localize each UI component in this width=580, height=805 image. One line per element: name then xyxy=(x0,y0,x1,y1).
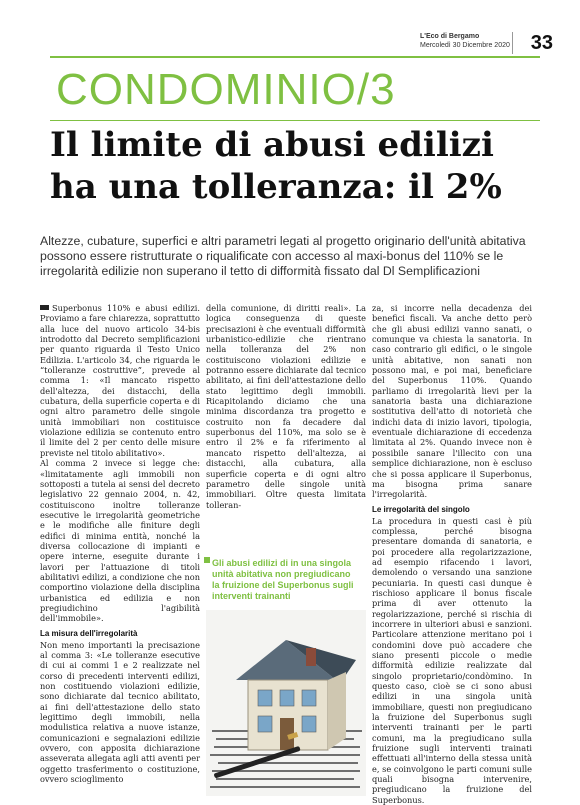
paragraph-text: Superbonus 110% e abusi edilizi. Proviamo a fare chiarezza, soprattutto alla luce del nuovo articolo 34-bis introdotto dal Decreto semplificazioni per quanto riguarda il Testo Unico Edilizia. L'articolo 34, che riguarda le “tolleranze costruttive”, prevede al comma 1: «Il mancato rispetto dell'altezza, dei distacchi, della cubatura, della superficie coperta e di ogni altro parametro delle singole unità immobiliari non costituisce violazione edilizia se contenuto entro il limite del 2 per cento delle misure previste nel titolo abilitativo». xyxy=(40,303,200,458)
article-column-2 xyxy=(206,303,366,510)
lead-square-icon xyxy=(40,305,49,310)
paragraph: La procedura in questi casi è più complessa, perché bisogna presentare domanda di sanatoria, e poi procedere alla regolarizzazione, ad esempio rifacendo i lavori, demolendo o versando una sanzione pecuniaria. In questi casi dunque è rischioso applicare il bonus fiscale prima di aver ottenuto la regolarizzazione, perché si rischia di incorrere in ulteriori abusi e sanzioni. Particolare attenzione meritano poi i condomini dove può accadere che siano presenti piccole o medie difformità edilizie realizzate dal singolo proprietario/condòmino. In questo caso, cioè se ci sono abusi edilizi in una singola unità immobiliare, questi non pregiudicano la fruizione del Superbonus sugli interventi trainanti per le parti comuni, ma la pregiudicano sulla fruizione sugli interventi trainati effettuati all'interno della stessa unità e, se coinvolgono le parti comuni sulle quali bisogna intervenire, pregiudicano la fruizione del Superbonus. xyxy=(372,515,532,805)
paragraph xyxy=(40,303,200,458)
subheading: La misura dell'irregolarità xyxy=(40,628,138,638)
headline-line-2: ha una tolleranza: il 2% xyxy=(50,167,502,207)
pullquote: Gli abusi edilizi di in una singola unità abitativa non pregiudicano la fruizione del Superbonus sugli interventi trainanti xyxy=(212,558,354,601)
article-column-1 xyxy=(40,303,200,784)
masthead xyxy=(420,32,510,50)
house-model-photo xyxy=(206,610,366,796)
page-number: 33 xyxy=(512,32,553,54)
pullquote-marker xyxy=(204,557,210,563)
paragraph: della comunione, di diritti reali». La logica conseguenza di queste precisazioni è che eventuali difformità urbanistico-edilizie che rientrano nella tolleranza del 2% non costituiscono violazioni edilizie e potranno essere dichiarate dal tecnico abilitato, ai fini dell'attestazione dello stato legittimo degli immobili. Ricapitolando diciamo che una minima discordanza tra progetto e costruito non fa decadere dal superbonus del 110%, ma solo se è entro il 2% e fa riferimento al mancato rispetto dell'altezza, ai distacchi, alla cubatura, alla superficie coperta e di ogni altro parametro delle singole unità immobiliari. Oltre questa limitata tolleran- xyxy=(206,303,367,510)
paragraph: Al comma 2 invece si legge che: «limitatamente agli immobili non sottoposti a tutela ai sensi del decreto legislativo 22 gennaio 2004, n. 42, costituiscono inoltre tolleranze esecutive le irregolarità geometriche e le modifiche alle finiture degli edifici di minima entità, nonché la diversa collocazione di impianti e opere interne, eseguite durante i lavori per l'attuazione di titoli abilitativi edilizi, a condizione che non comportino violazione della disciplina urbanistica ed edilizia e non pregiudichino l'agibilità dell'immobile». xyxy=(40,458,200,624)
headline xyxy=(50,124,540,208)
top-rule xyxy=(50,56,540,58)
section-title: CONDOMINIO/3 xyxy=(56,65,396,114)
issue-date: Mercoledì 30 Dicembre 2020 xyxy=(420,42,510,49)
section-rule xyxy=(50,120,540,121)
subheading: Le irregolarità del singolo xyxy=(372,504,470,514)
headline-line-1: Il limite di abusi edilizi xyxy=(50,125,494,165)
newspaper-name: L'Eco di Bergamo xyxy=(420,33,480,40)
deck-summary: Altezze, cubature, superfici e altri parametri legati al progetto originario dell'unità abitativa possono essere ristrutturate o riqualificate con accesso al maxi-bonus del 110% se le irregolarità edilizie non superano il tetto di difformità fissato dal Dl Semplificazioni xyxy=(40,234,526,278)
paragraph: Non meno importanti la precisazione al comma 3: «Le tolleranze esecutive di cui ai commi 1 e 2 realizzate nel corso di precedenti interventi edilizi, non costituendo violazioni edilizie, sono dichiarate dal tecnico abilitato, ai fini dell'attestazione dello stato legittimo degli immobili, nella modulistica relativa a nuove istanze, comunicazioni e segnalazioni edilizie ovvero, con apposita dichiarazione asseverata allegata agli atti aventi per oggetto trasferimento o costituzione, ovvero scioglimento xyxy=(40,639,200,785)
article-column-3 xyxy=(372,303,532,805)
paragraph: za, si incorre nella decadenza dei benefici fiscali. Va anche detto però che gli abusi edilizi vanno sanati, o comunque va chiesta la sanatoria. In caso contrario gli edifici, o le singole unità abitative, non sanati non possono mai, e poi mai, beneficiare del Superbonus 110%. Quando parliamo di irregolarità lievi per la sanatoria basta una dichiarazione sostitutiva dell'atto di notorietà che indichi data di inizio lavori, tipologia, eventuale dichiarazione di eccedenza limitata al 2%. Quando invece non è possibile sanare l'illecito con una semplice dichiarazione, non è escluso che si possa applicare il Superbonus, ma bisogna prima sanare l'irregolarità. xyxy=(372,303,532,500)
